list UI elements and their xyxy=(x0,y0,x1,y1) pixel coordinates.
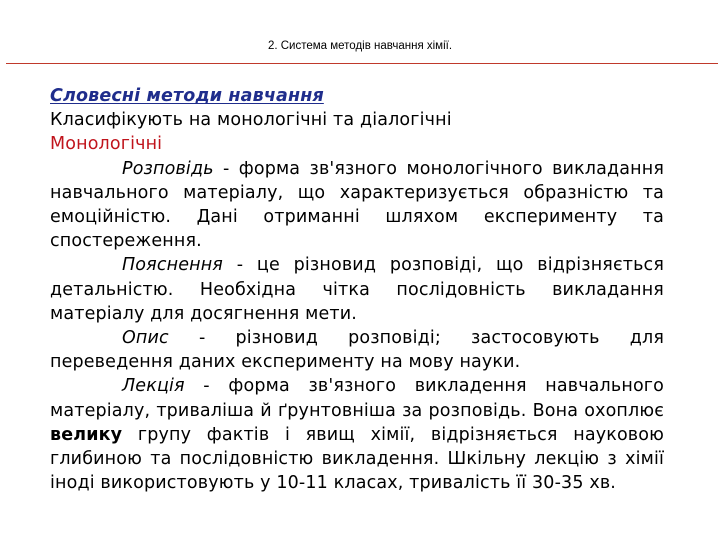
classification-line: Класифікують на монологічні та діалогічні xyxy=(50,110,452,131)
definition-lecture-part2: групу фактів і явищ хімії, відрізняється науковою глибиною та послідовністю викладення. Шкільну лекцію з хімії іноді використовують у 10-11 класах, тривалість її 30-35 хв. xyxy=(50,424,664,494)
monologic-subheading: Монологічні xyxy=(50,134,163,155)
definition-lecture-part1: - форма зв'язного викладення навчального матеріалу, триваліша й ґрунтовніша за розповідь. Вона охоплює xyxy=(50,376,664,421)
section-title: Словесні методи навчання xyxy=(50,86,324,106)
slide-header-title: 2. Система методів навчання хімії. xyxy=(267,40,453,52)
emphasis-big: велику xyxy=(50,424,123,445)
term-story: Розповідь xyxy=(122,158,214,179)
term-explanation: Пояснення xyxy=(122,255,223,276)
term-description: Опис xyxy=(122,328,169,349)
definition-story: - форма зв'язного монологічного викладання навчального матеріалу, що характеризується образністю та емоційністю. Дані отриманні шляхом експерименту та спостереження. xyxy=(50,158,664,252)
paragraph-lecture xyxy=(50,374,664,495)
slide-content xyxy=(50,84,664,495)
definition-explanation: - це різновид розповіді, що відрізняється детальністю. Необхідна чітка послідовність викладання матеріалу для досягнення мети. xyxy=(50,255,664,324)
paragraph-story xyxy=(50,157,664,254)
paragraph-explanation xyxy=(50,253,664,326)
paragraph-description xyxy=(50,326,664,374)
header-divider xyxy=(6,63,718,64)
definition-description: - різновид розповіді; застосовують для переведення даних експерименту на мову науки. xyxy=(50,328,664,373)
term-lecture: Лекція xyxy=(122,376,185,397)
